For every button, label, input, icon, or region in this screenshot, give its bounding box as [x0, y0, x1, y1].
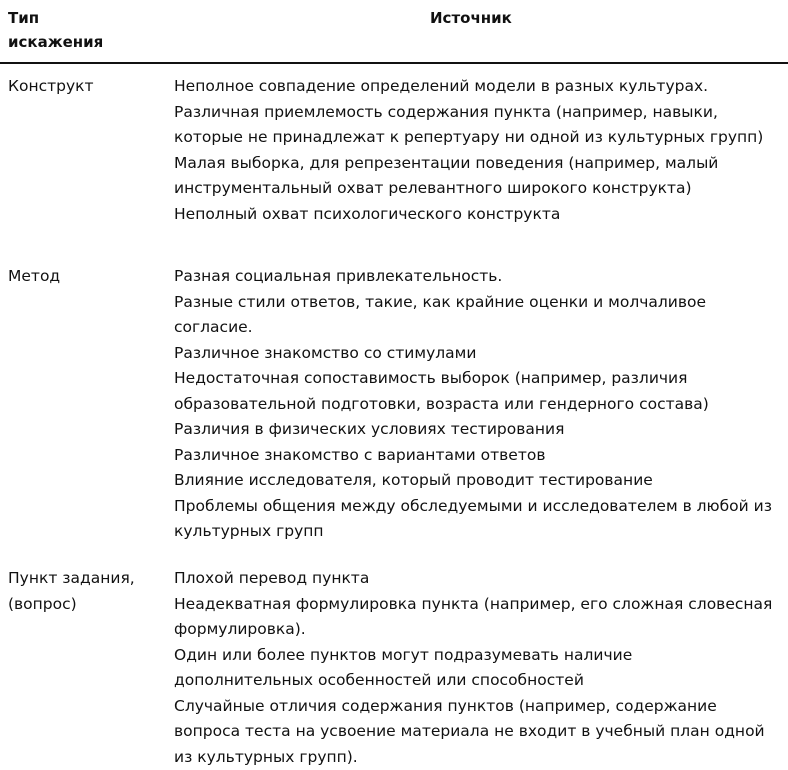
- source-item: Недостаточная сопоставимость выборок (например, различия образовательной подготовки, возраста или гендерного состава): [174, 366, 774, 417]
- source-item: Разная социальная привлекательность.: [174, 264, 774, 290]
- source-item: Разные стили ответов, такие, как крайние оценки и молчаливое согласие.: [174, 290, 774, 341]
- table-header: [0, 0, 788, 62]
- row-type-label: Метод: [8, 264, 168, 290]
- source-item: Различное знакомство со стимулами: [174, 341, 774, 367]
- source-item: Различное знакомство с вариантами ответов: [174, 443, 774, 469]
- source-item: Неполный охват психологического конструкта: [174, 202, 774, 228]
- row-sources: [174, 264, 774, 545]
- row-sources: [174, 74, 774, 227]
- source-item: Случайные отличия содержания пунктов (например, содержание вопроса теста на усвоение материала не входит в учебный план одной из культурных групп).: [174, 694, 774, 770]
- source-item: Проблемы общения между обследуемыми и исследователем в любой из культурных групп: [174, 494, 774, 545]
- source-item: Различная приемлемость содержания пункта (например, навыки, которые не принадлежат к репертуару ни одной из культурных групп): [174, 100, 774, 151]
- row-type-label: Пункт задания, (вопрос): [8, 566, 168, 617]
- source-item: Различия в физических условиях тестирования: [174, 417, 774, 443]
- header-source-column: Источник: [430, 6, 512, 30]
- source-item: Малая выборка, для репрезентации поведения (например, малый инструментальный охват релевантного широкого конструкта): [174, 151, 774, 202]
- source-item: Один или более пунктов могут подразумевать наличие дополнительных особенностей или способностей: [174, 643, 774, 694]
- header-type-column: Тип искажения: [8, 6, 158, 54]
- source-item: Неадекватная формулировка пункта (например, его сложная словесная формулировка).: [174, 592, 774, 643]
- source-item: Плохой перевод пункта: [174, 566, 774, 592]
- header-divider: [0, 62, 788, 64]
- row-type-label: Конструкт: [8, 74, 168, 100]
- row-sources: [174, 566, 774, 770]
- source-item: Влияние исследователя, который проводит тестирование: [174, 468, 774, 494]
- source-item: Неполное совпадение определений модели в разных культурах.: [174, 74, 774, 100]
